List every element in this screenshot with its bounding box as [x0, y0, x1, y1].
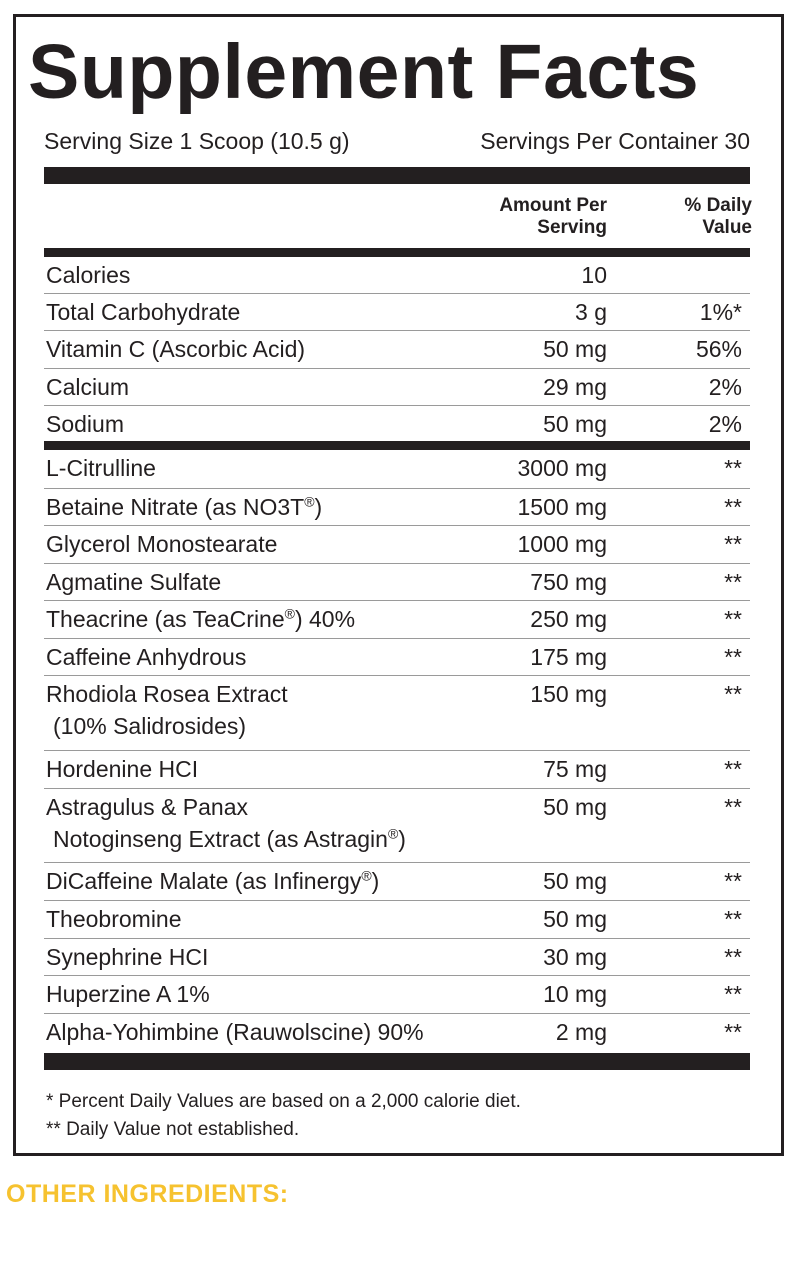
row-daily-value: 2% [708, 374, 742, 400]
divider-thick [44, 167, 750, 184]
row-daily-value: ** [724, 531, 742, 557]
row-daily-value: ** [724, 756, 742, 782]
row-amount: 250 mg [530, 606, 607, 632]
row-daily-value: ** [724, 1019, 742, 1045]
row-name: Theobromine [46, 906, 182, 932]
table-row [44, 294, 750, 331]
row-amount: 3 g [575, 299, 607, 325]
row-daily-value: ** [724, 606, 742, 632]
row-name: Theacrine (as TeaCrine®) 40% [46, 605, 356, 632]
divider-medium [44, 248, 750, 257]
row-daily-value: 56% [695, 336, 742, 362]
row-name: Alpha-Yohimbine (Rauwolscine) 90% [46, 1019, 424, 1045]
amount-per-serving-header: Amount Per Serving [499, 195, 607, 238]
row-daily-value: ** [724, 981, 742, 1007]
table-row [44, 901, 750, 939]
row-name: L-Citrulline [46, 455, 156, 481]
table-row [44, 789, 750, 863]
panel-title: Supplement Facts [28, 29, 700, 115]
table-row [44, 526, 750, 564]
row-daily-value: ** [724, 906, 742, 932]
registered-mark: ® [304, 493, 315, 510]
table-row [44, 257, 750, 294]
row-name: DiCaffeine Malate (as Infinergy®) [46, 867, 380, 894]
row-amount: 10 [581, 262, 607, 288]
row-amount: 50 mg [543, 868, 607, 894]
table-row [44, 751, 750, 789]
row-daily-value: ** [724, 455, 742, 481]
row-amount: 1000 mg [517, 531, 607, 557]
row-name: Caffeine Anhydrous [46, 644, 247, 670]
row-name: Synephrine HCI [46, 944, 209, 970]
row-amount: 50 mg [543, 336, 607, 362]
other-ingredients-heading: OTHER INGREDIENTS: [6, 1180, 289, 1208]
table-row [44, 676, 750, 751]
row-daily-value: 2% [708, 411, 742, 437]
row-amount: 30 mg [543, 944, 607, 970]
footnote-not-established: ** Daily Value not established. [46, 1119, 300, 1140]
row-name: Agmatine Sulfate [46, 569, 222, 595]
row-name: Rhodiola Rosea Extract (10% Salidrosides) [46, 678, 288, 742]
row-name: Vitamin C (Ascorbic Acid) [46, 336, 306, 362]
registered-mark: ® [361, 867, 372, 884]
row-amount: 75 mg [543, 756, 607, 782]
row-amount: 1500 mg [517, 494, 607, 520]
table-row [44, 639, 750, 676]
registered-mark: ® [284, 605, 295, 622]
serving-size: Serving Size 1 Scoop (10.5 g) [44, 128, 350, 154]
divider-thick [44, 1053, 750, 1070]
row-amount: 175 mg [530, 644, 607, 670]
row-daily-value: ** [724, 681, 742, 707]
row-amount: 50 mg [543, 794, 607, 820]
footnotes [46, 1088, 521, 1144]
row-name: Sodium [46, 411, 124, 437]
row-amount: 750 mg [530, 569, 607, 595]
row-amount: 50 mg [543, 906, 607, 932]
table-row [44, 450, 750, 489]
footnote-daily-values: * Percent Daily Values are based on a 2,000 calorie diet. [46, 1091, 521, 1112]
row-name: Total Carbohydrate [46, 299, 241, 325]
row-name: Calories [46, 262, 131, 288]
table-row [44, 564, 750, 601]
row-daily-value: ** [724, 644, 742, 670]
row-name-subline: (10% Salidrosides) [53, 713, 247, 739]
divider-medium [44, 441, 750, 450]
table-row [44, 331, 750, 369]
row-name: Astragulus & Panax Notoginseng Extract (as Astragin®) [46, 791, 406, 855]
table-row [44, 369, 750, 406]
registered-mark: ® [387, 825, 399, 842]
row-name: Calcium [46, 374, 130, 400]
row-daily-value: ** [724, 868, 742, 894]
row-name-subline: Notoginseng Extract (as Astragin®) [53, 825, 406, 852]
row-amount: 50 mg [543, 411, 607, 437]
row-amount: 29 mg [543, 374, 607, 400]
table-row [44, 601, 750, 639]
row-amount: 3000 mg [517, 455, 607, 481]
row-name: Huperzine A 1% [46, 981, 210, 1007]
table-row [44, 406, 750, 441]
row-daily-value: 1%* [699, 299, 742, 325]
serving-info [44, 128, 750, 155]
row-amount: 10 mg [543, 981, 607, 1007]
row-name: Glycerol Monostearate [46, 531, 278, 557]
table-row [44, 1014, 750, 1053]
table-row [44, 489, 750, 526]
row-amount: 2 mg [555, 1019, 607, 1045]
daily-value-header: % Daily Value [684, 195, 752, 238]
row-daily-value: ** [724, 944, 742, 970]
table-row [44, 863, 750, 901]
table-row [44, 939, 750, 976]
row-amount: 150 mg [530, 681, 607, 707]
servings-per-container: Servings Per Container 30 [480, 128, 750, 154]
row-name: Hordenine HCI [46, 756, 199, 782]
row-name: Betaine Nitrate (as NO3T®) [46, 493, 323, 520]
row-daily-value: ** [724, 794, 742, 820]
table-row [44, 976, 750, 1014]
row-daily-value: ** [724, 569, 742, 595]
row-daily-value: ** [724, 494, 742, 520]
